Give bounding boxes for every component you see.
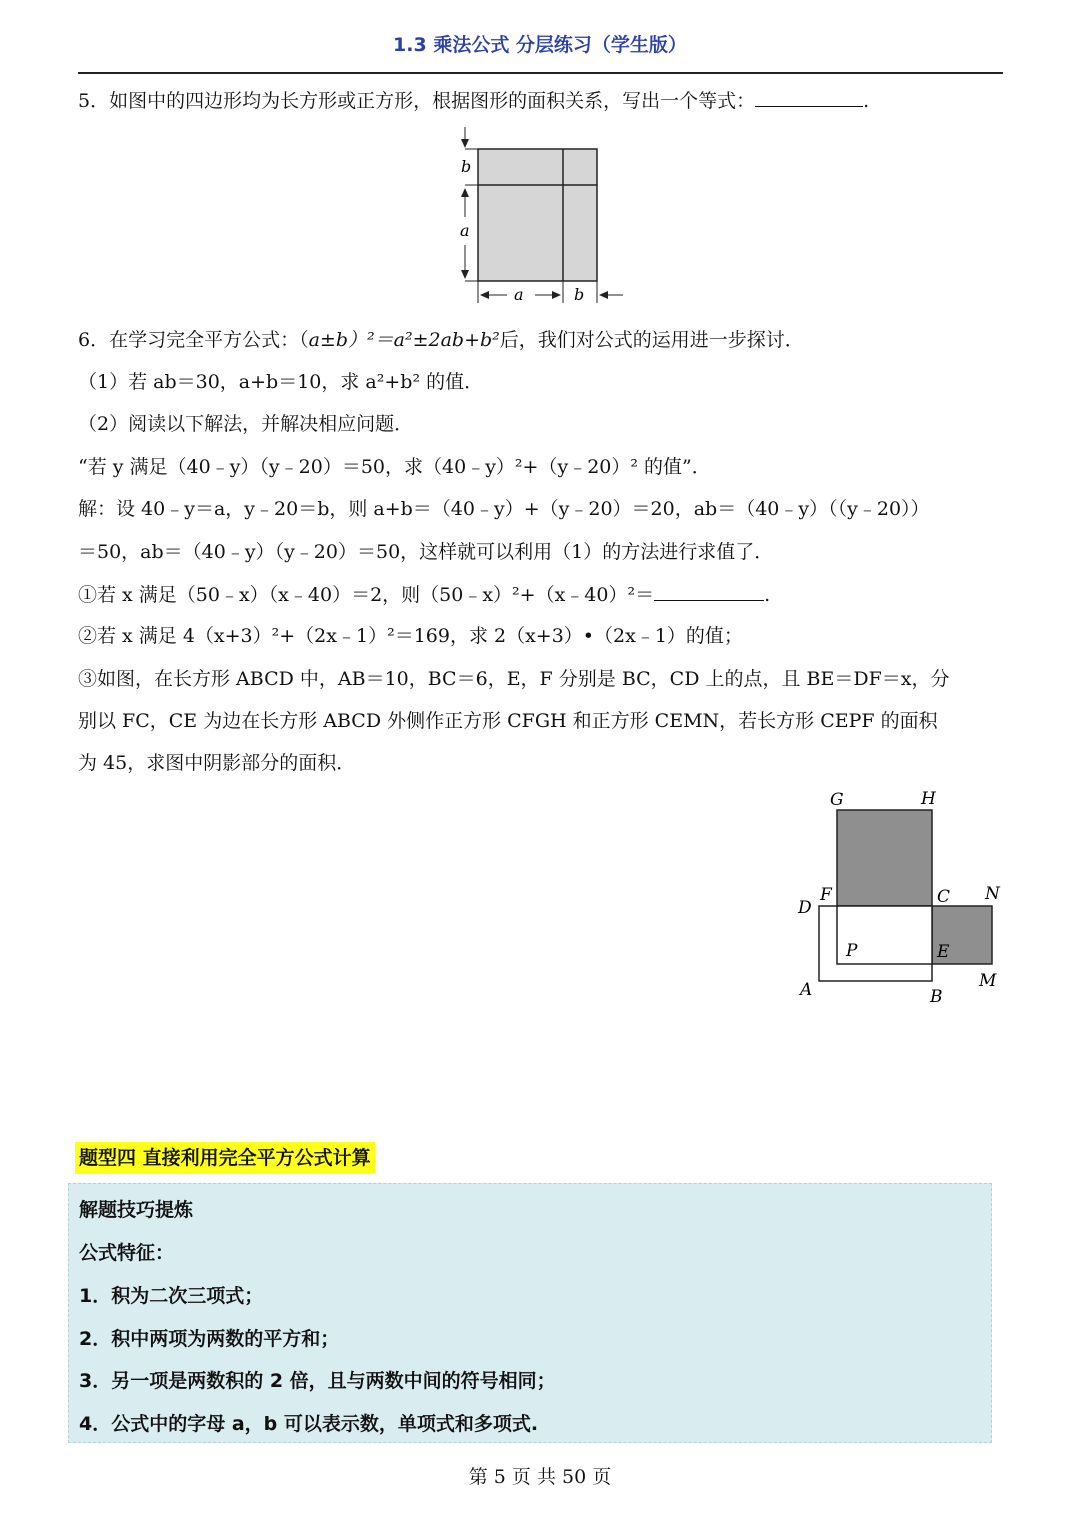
label-B: B (930, 987, 943, 1007)
q6-intro-formula: a±b）²＝a²±2ab+b² (308, 329, 500, 351)
label-M: M (979, 971, 997, 991)
figure-rectangles (445, 125, 635, 310)
q6-sub-3-line-3: 为 45，求图中阴影部分的面积． (78, 752, 356, 774)
tip-item-2: 2．积中两项为两数的平方和； (79, 1328, 340, 1350)
label-F: F (820, 885, 832, 905)
q6-intro-pre: 6．在学习完全平方公式：（ (78, 329, 309, 351)
q6-sub-1-end: . (764, 584, 771, 606)
q5-end: . (863, 90, 870, 112)
label-a-bottom: a (514, 285, 524, 304)
label-a-left: a (460, 221, 470, 240)
answer-blank[interactable] (755, 88, 863, 107)
tips-box (68, 1183, 992, 1443)
q6-sub-1 (78, 582, 770, 607)
tip-item-1: 1．积为二次三项式； (79, 1285, 264, 1307)
page-header: 1.3 乘法公式 分层练习（学生版） (393, 34, 687, 56)
q6-sub-1-text: ①若 x 满足（50﹣x）（x﹣40）＝2，则（50﹣x）²+（x﹣40）²＝ (78, 584, 655, 606)
label-E: E (937, 942, 950, 962)
label-H: H (921, 789, 936, 809)
q6-intro (78, 328, 804, 352)
label-P: P (846, 941, 858, 961)
tips-heading: 解题技巧提炼 (79, 1199, 194, 1221)
outer-rect (478, 149, 597, 281)
q6-solution-line-2: ＝50，ab＝（40﹣y）（y﹣20）＝50，这样就可以利用（1）的方法进行求值了． (78, 541, 774, 563)
label-A: A (800, 980, 813, 1000)
page-footer: 第 5 页 共 50 页 (468, 1466, 612, 1488)
answer-blank[interactable] (654, 582, 764, 601)
label-N: N (985, 884, 1000, 904)
q6-sub-3-line-2: 别以 FC，CE 为边在长方形 ABCD 外侧作正方形 CFGH 和正方形 CEMN，若长方形 CEPF 的面积 (78, 710, 938, 732)
q6-solution-line-1: 解：设 40﹣y＝a，y﹣20＝b，则 a+b＝（40﹣y）+（y﹣20）＝20，ab＝（40﹣y）（（y﹣20）） (78, 498, 930, 520)
label-D: D (798, 898, 812, 918)
label-b-bottom: b (574, 285, 585, 304)
section-title: 题型四 直接利用完全平方公式计算 (75, 1142, 375, 1174)
q6-sub-3-line-1: ③如图，在长方形 ABCD 中，AB＝10，BC＝6，E，F 分别是 BC，CD 上的点，且 BE＝DF＝x，分 (78, 668, 950, 690)
figure-squares (790, 785, 1010, 1010)
square-cfgh (837, 810, 932, 906)
tip-item-4: 4．公式中的字母 a，b 可以表示数，单项式和多项式. (79, 1413, 539, 1435)
tips-subheading: 公式特征： (79, 1242, 175, 1264)
q6-quote: “若 y 满足（40﹣y）（y﹣20）＝50，求（40﹣y）²+（y﹣20）² 的值”． (78, 456, 711, 478)
q5-text: 5．如图中的四边形均为长方形或正方形，根据图形的面积关系，写出一个等式： (78, 90, 756, 112)
q6-part-1: （1）若 ab＝30，a+b＝10，求 a²+b² 的值． (78, 371, 484, 393)
label-C: C (937, 887, 951, 907)
q6-part-2: （2）阅读以下解法，并解决相应问题． (78, 413, 414, 435)
label-b-left: b (461, 157, 472, 176)
question-5 (78, 88, 869, 113)
header-rule (78, 72, 1003, 74)
q6-intro-post: 后，我们对公式的运用进一步探讨． (499, 329, 804, 351)
tip-item-3: 3．另一项是两数积的 2 倍，且与两数中间的符号相同； (79, 1370, 556, 1392)
q6-sub-2: ②若 x 满足 4（x+3）²+（2x﹣1）²＝169，求 2（x+3）•（2x﹣1）的值； (78, 625, 743, 647)
label-G: G (830, 790, 844, 810)
